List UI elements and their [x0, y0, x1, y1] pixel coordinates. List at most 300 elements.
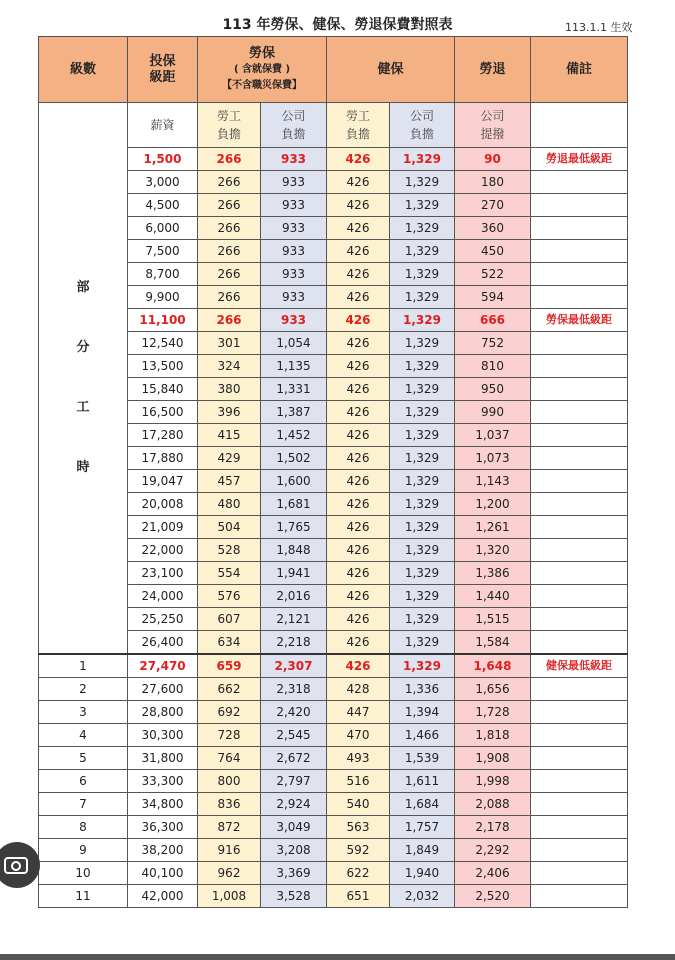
header-health: 健保 [327, 37, 455, 103]
pension-company-cell: 752 [455, 332, 531, 355]
labor-company-cell: 933 [261, 309, 327, 332]
labor-worker-cell: 415 [198, 424, 261, 447]
labor-worker-cell: 634 [198, 631, 261, 655]
health-company-cell: 1,329 [390, 286, 455, 309]
health-company-cell: 1,329 [390, 355, 455, 378]
remark-cell [531, 401, 628, 424]
health-worker-cell: 426 [327, 654, 390, 678]
salary-cell: 20,008 [128, 493, 198, 516]
salary-cell: 33,300 [128, 770, 198, 793]
pension-company-cell: 810 [455, 355, 531, 378]
pension-company-cell: 1,998 [455, 770, 531, 793]
labor-worker-cell: 266 [198, 286, 261, 309]
labor-worker-cell: 266 [198, 217, 261, 240]
labor-company-cell: 1,135 [261, 355, 327, 378]
labor-company-cell: 2,318 [261, 678, 327, 701]
header-labor-note1: ( 含就保費 ) [233, 63, 291, 75]
labor-company-cell: 933 [261, 263, 327, 286]
remark-cell [531, 493, 628, 516]
labor-worker-cell: 301 [198, 332, 261, 355]
salary-cell: 31,800 [128, 747, 198, 770]
health-worker-cell: 426 [327, 516, 390, 539]
health-worker-cell: 426 [327, 424, 390, 447]
health-worker-cell: 622 [327, 862, 390, 885]
table-row [39, 401, 628, 424]
header-labor-note2: 【不含職災保費】 [222, 79, 302, 91]
pension-company-cell: 450 [455, 240, 531, 263]
health-company-cell: 1,329 [390, 171, 455, 194]
labor-worker-cell: 576 [198, 585, 261, 608]
remark-cell [531, 470, 628, 493]
level-cell: 7 [39, 793, 128, 816]
table-row [39, 862, 628, 885]
health-company-cell: 1,329 [390, 654, 455, 678]
health-company-cell: 1,329 [390, 401, 455, 424]
document-title: 113 年勞保、健保、勞退保費對照表 [222, 17, 453, 33]
health-company-cell: 1,329 [390, 424, 455, 447]
pension-company-cell: 1,386 [455, 562, 531, 585]
health-company-cell: 1,329 [390, 263, 455, 286]
pension-company-cell: 1,648 [455, 654, 531, 678]
salary-cell: 11,100 [128, 309, 198, 332]
table-row [39, 470, 628, 493]
health-company-cell: 1,466 [390, 724, 455, 747]
labor-worker-cell: 764 [198, 747, 261, 770]
remark-cell: 勞退最低級距 [531, 148, 628, 171]
health-company-cell: 1,329 [390, 516, 455, 539]
effective-date: 113.1.1 生效 [565, 21, 633, 34]
labor-company-cell: 1,848 [261, 539, 327, 562]
labor-worker-cell: 728 [198, 724, 261, 747]
labor-worker-cell: 659 [198, 654, 261, 678]
remark-cell [531, 424, 628, 447]
table-row [39, 585, 628, 608]
table-row [39, 447, 628, 470]
pension-company-cell: 90 [455, 148, 531, 171]
health-worker-cell: 426 [327, 217, 390, 240]
table-row [39, 309, 628, 332]
level-cell: 4 [39, 724, 128, 747]
remark-cell [531, 701, 628, 724]
table-row [39, 263, 628, 286]
pension-company-cell: 950 [455, 378, 531, 401]
labor-company-cell: 933 [261, 286, 327, 309]
labor-company-cell: 3,208 [261, 839, 327, 862]
header-level: 級數 [39, 37, 128, 103]
labor-worker-cell: 457 [198, 470, 261, 493]
remark-cell [531, 885, 628, 908]
header-insured: 投保 級距 [128, 37, 198, 103]
remark-cell [531, 816, 628, 839]
health-company-cell: 1,329 [390, 493, 455, 516]
subheader-remark [531, 103, 628, 148]
labor-company-cell: 2,545 [261, 724, 327, 747]
labor-worker-cell: 266 [198, 194, 261, 217]
header-row [39, 37, 628, 103]
remark-cell [531, 793, 628, 816]
labor-company-cell: 933 [261, 240, 327, 263]
part-time-char: 部 [76, 280, 90, 295]
salary-cell: 21,009 [128, 516, 198, 539]
pension-company-cell: 1,584 [455, 631, 531, 655]
labor-company-cell: 3,369 [261, 862, 327, 885]
health-company-cell: 1,329 [390, 608, 455, 631]
health-worker-cell: 426 [327, 378, 390, 401]
pension-company-cell: 522 [455, 263, 531, 286]
labor-company-cell: 1,681 [261, 493, 327, 516]
salary-cell: 28,800 [128, 701, 198, 724]
pension-company-cell: 1,908 [455, 747, 531, 770]
labor-company-cell: 3,049 [261, 816, 327, 839]
health-worker-cell: 426 [327, 539, 390, 562]
table-row [39, 724, 628, 747]
table-row [39, 148, 628, 171]
labor-company-cell: 2,924 [261, 793, 327, 816]
premium-table [38, 36, 628, 908]
table-row [39, 493, 628, 516]
labor-company-cell: 3,528 [261, 885, 327, 908]
part-time-label [39, 103, 128, 655]
table-row [39, 332, 628, 355]
table-row [39, 516, 628, 539]
camera-lens-shape [11, 861, 21, 871]
health-company-cell: 1,329 [390, 562, 455, 585]
remark-cell [531, 539, 628, 562]
salary-cell: 27,600 [128, 678, 198, 701]
labor-worker-cell: 266 [198, 240, 261, 263]
labor-company-cell: 2,420 [261, 701, 327, 724]
health-worker-cell: 426 [327, 493, 390, 516]
pension-company-cell: 2,520 [455, 885, 531, 908]
level-cell: 8 [39, 816, 128, 839]
table-row [39, 701, 628, 724]
remark-cell [531, 194, 628, 217]
labor-company-cell: 1,452 [261, 424, 327, 447]
salary-cell: 34,800 [128, 793, 198, 816]
health-company-cell: 1,684 [390, 793, 455, 816]
labor-company-cell: 1,387 [261, 401, 327, 424]
remark-cell [531, 240, 628, 263]
table-row [39, 424, 628, 447]
table-row [39, 885, 628, 908]
pension-company-cell: 2,178 [455, 816, 531, 839]
labor-worker-cell: 692 [198, 701, 261, 724]
table-row [39, 747, 628, 770]
pension-company-cell: 1,515 [455, 608, 531, 631]
labor-company-cell: 933 [261, 217, 327, 240]
health-company-cell: 1,849 [390, 839, 455, 862]
labor-worker-cell: 380 [198, 378, 261, 401]
pension-company-cell: 1,320 [455, 539, 531, 562]
labor-worker-cell: 396 [198, 401, 261, 424]
remark-cell [531, 562, 628, 585]
level-cell: 1 [39, 654, 128, 678]
labor-company-cell: 1,054 [261, 332, 327, 355]
labor-company-cell: 933 [261, 148, 327, 171]
subheader-row [39, 103, 628, 148]
header-labor [198, 37, 327, 103]
salary-cell: 17,880 [128, 447, 198, 470]
health-company-cell: 1,611 [390, 770, 455, 793]
salary-cell: 42,000 [128, 885, 198, 908]
pension-company-cell: 1,073 [455, 447, 531, 470]
labor-worker-cell: 266 [198, 263, 261, 286]
health-worker-cell: 447 [327, 701, 390, 724]
health-company-cell: 1,757 [390, 816, 455, 839]
health-worker-cell: 540 [327, 793, 390, 816]
salary-cell: 8,700 [128, 263, 198, 286]
labor-company-cell: 2,016 [261, 585, 327, 608]
pension-company-cell: 270 [455, 194, 531, 217]
remark-cell [531, 724, 628, 747]
salary-cell: 15,840 [128, 378, 198, 401]
salary-cell: 17,280 [128, 424, 198, 447]
salary-cell: 24,000 [128, 585, 198, 608]
health-worker-cell: 426 [327, 608, 390, 631]
labor-worker-cell: 480 [198, 493, 261, 516]
pension-company-cell: 1,143 [455, 470, 531, 493]
health-company-cell: 1,394 [390, 701, 455, 724]
health-company-cell: 2,032 [390, 885, 455, 908]
header-labor-title: 勞保 [248, 45, 275, 61]
salary-cell: 9,900 [128, 286, 198, 309]
salary-cell: 23,100 [128, 562, 198, 585]
salary-cell: 3,000 [128, 171, 198, 194]
pension-company-cell: 990 [455, 401, 531, 424]
labor-company-cell: 1,502 [261, 447, 327, 470]
salary-cell: 19,047 [128, 470, 198, 493]
salary-cell: 38,200 [128, 839, 198, 862]
health-worker-cell: 426 [327, 263, 390, 286]
table-row [39, 217, 628, 240]
labor-worker-cell: 662 [198, 678, 261, 701]
table-row [39, 194, 628, 217]
salary-cell: 6,000 [128, 217, 198, 240]
health-company-cell: 1,329 [390, 631, 455, 655]
remark-cell [531, 631, 628, 655]
remark-cell [531, 608, 628, 631]
pension-company-cell: 666 [455, 309, 531, 332]
pension-company-cell: 1,818 [455, 724, 531, 747]
health-worker-cell: 426 [327, 332, 390, 355]
subheader-pension-company: 公司 提撥 [455, 103, 531, 148]
table-row [39, 240, 628, 263]
salary-cell: 16,500 [128, 401, 198, 424]
table-row [39, 770, 628, 793]
table-row [39, 678, 628, 701]
part-time-char: 分 [76, 340, 90, 355]
labor-company-cell: 1,941 [261, 562, 327, 585]
labor-company-cell: 933 [261, 171, 327, 194]
labor-company-cell: 1,600 [261, 470, 327, 493]
remark-cell [531, 286, 628, 309]
labor-worker-cell: 962 [198, 862, 261, 885]
health-company-cell: 1,336 [390, 678, 455, 701]
health-company-cell: 1,329 [390, 309, 455, 332]
table-row [39, 539, 628, 562]
bottom-bar [0, 954, 675, 960]
labor-worker-cell: 554 [198, 562, 261, 585]
salary-cell: 1,500 [128, 148, 198, 171]
health-company-cell: 1,329 [390, 194, 455, 217]
health-worker-cell: 426 [327, 631, 390, 655]
remark-cell: 勞保最低級距 [531, 309, 628, 332]
header-remark: 備註 [531, 37, 628, 103]
pension-company-cell: 2,406 [455, 862, 531, 885]
remark-cell [531, 378, 628, 401]
salary-cell: 4,500 [128, 194, 198, 217]
table-row [39, 654, 628, 678]
part-time-char: 工 [76, 400, 90, 415]
health-worker-cell: 592 [327, 839, 390, 862]
health-worker-cell: 426 [327, 447, 390, 470]
health-worker-cell: 426 [327, 401, 390, 424]
salary-cell: 12,540 [128, 332, 198, 355]
labor-worker-cell: 429 [198, 447, 261, 470]
subheader-salary: 薪資 [128, 103, 198, 148]
table-row [39, 562, 628, 585]
salary-cell: 7,500 [128, 240, 198, 263]
pension-company-cell: 360 [455, 217, 531, 240]
pension-company-cell: 2,292 [455, 839, 531, 862]
subheader-health-company: 公司 負擔 [390, 103, 455, 148]
salary-cell: 25,250 [128, 608, 198, 631]
health-worker-cell: 426 [327, 171, 390, 194]
remark-cell [531, 217, 628, 240]
health-worker-cell: 516 [327, 770, 390, 793]
labor-company-cell: 1,765 [261, 516, 327, 539]
health-company-cell: 1,329 [390, 378, 455, 401]
table-row [39, 355, 628, 378]
salary-cell: 26,400 [128, 631, 198, 655]
labor-company-cell: 2,307 [261, 654, 327, 678]
health-worker-cell: 426 [327, 562, 390, 585]
table-row [39, 378, 628, 401]
health-worker-cell: 426 [327, 309, 390, 332]
remark-cell [531, 585, 628, 608]
health-worker-cell: 426 [327, 148, 390, 171]
salary-cell: 36,300 [128, 816, 198, 839]
remark-cell [531, 839, 628, 862]
health-company-cell: 1,329 [390, 332, 455, 355]
health-company-cell: 1,539 [390, 747, 455, 770]
table-row [39, 608, 628, 631]
health-company-cell: 1,329 [390, 447, 455, 470]
labor-company-cell: 2,797 [261, 770, 327, 793]
remark-cell [531, 263, 628, 286]
labor-company-cell: 2,218 [261, 631, 327, 655]
labor-company-cell: 933 [261, 194, 327, 217]
level-cell: 3 [39, 701, 128, 724]
health-company-cell: 1,329 [390, 585, 455, 608]
labor-worker-cell: 607 [198, 608, 261, 631]
remark-cell [531, 332, 628, 355]
health-worker-cell: 563 [327, 816, 390, 839]
level-cell: 10 [39, 862, 128, 885]
pension-company-cell: 1,728 [455, 701, 531, 724]
health-company-cell: 1,329 [390, 217, 455, 240]
salary-cell: 30,300 [128, 724, 198, 747]
salary-cell: 27,470 [128, 654, 198, 678]
health-worker-cell: 651 [327, 885, 390, 908]
level-cell: 2 [39, 678, 128, 701]
level-cell: 6 [39, 770, 128, 793]
subheader-labor-company: 公司 負擔 [261, 103, 327, 148]
labor-worker-cell: 872 [198, 816, 261, 839]
health-company-cell: 1,329 [390, 148, 455, 171]
subheader-labor-worker: 勞工 負擔 [198, 103, 261, 148]
health-worker-cell: 426 [327, 355, 390, 378]
pension-company-cell: 2,088 [455, 793, 531, 816]
table-row [39, 286, 628, 309]
labor-company-cell: 2,121 [261, 608, 327, 631]
remark-cell [531, 747, 628, 770]
labor-worker-cell: 1,008 [198, 885, 261, 908]
table-row [39, 816, 628, 839]
salary-cell: 13,500 [128, 355, 198, 378]
table-row [39, 793, 628, 816]
health-worker-cell: 426 [327, 194, 390, 217]
pension-company-cell: 180 [455, 171, 531, 194]
labor-worker-cell: 528 [198, 539, 261, 562]
labor-worker-cell: 266 [198, 309, 261, 332]
health-worker-cell: 426 [327, 286, 390, 309]
salary-cell: 40,100 [128, 862, 198, 885]
pension-company-cell: 1,200 [455, 493, 531, 516]
part-time-char: 時 [76, 460, 90, 475]
subheader-health-worker: 勞工 負擔 [327, 103, 390, 148]
labor-worker-cell: 916 [198, 839, 261, 862]
camera-lens-icon[interactable] [0, 842, 40, 888]
level-cell: 9 [39, 839, 128, 862]
remark-cell [531, 516, 628, 539]
table-row [39, 631, 628, 655]
remark-cell [531, 862, 628, 885]
labor-company-cell: 1,331 [261, 378, 327, 401]
labor-worker-cell: 266 [198, 171, 261, 194]
health-worker-cell: 426 [327, 470, 390, 493]
level-cell: 11 [39, 885, 128, 908]
pension-company-cell: 1,656 [455, 678, 531, 701]
labor-company-cell: 2,672 [261, 747, 327, 770]
health-worker-cell: 493 [327, 747, 390, 770]
labor-worker-cell: 504 [198, 516, 261, 539]
salary-cell: 22,000 [128, 539, 198, 562]
table-row [39, 839, 628, 862]
pension-company-cell: 1,440 [455, 585, 531, 608]
table-row [39, 171, 628, 194]
remark-cell [531, 355, 628, 378]
remark-cell [531, 678, 628, 701]
pension-company-cell: 594 [455, 286, 531, 309]
health-company-cell: 1,329 [390, 470, 455, 493]
pension-company-cell: 1,261 [455, 516, 531, 539]
remark-cell [531, 171, 628, 194]
health-worker-cell: 470 [327, 724, 390, 747]
labor-worker-cell: 324 [198, 355, 261, 378]
health-worker-cell: 426 [327, 585, 390, 608]
pension-company-cell: 1,037 [455, 424, 531, 447]
labor-worker-cell: 800 [198, 770, 261, 793]
remark-cell [531, 770, 628, 793]
remark-cell [531, 447, 628, 470]
remark-cell: 健保最低級距 [531, 654, 628, 678]
level-cell: 5 [39, 747, 128, 770]
health-company-cell: 1,329 [390, 539, 455, 562]
labor-worker-cell: 836 [198, 793, 261, 816]
health-company-cell: 1,940 [390, 862, 455, 885]
labor-worker-cell: 266 [198, 148, 261, 171]
